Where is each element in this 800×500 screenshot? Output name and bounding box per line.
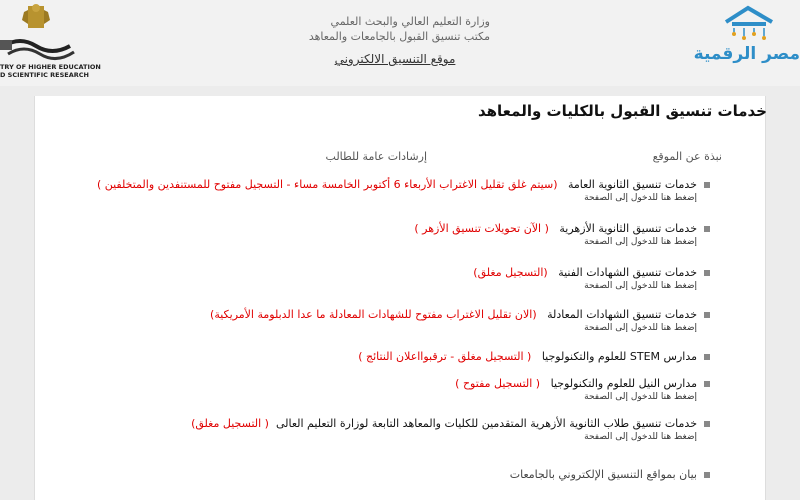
item-status: (سيتم غلق تقليل الاغتراب الأربعاء 6 أكتوبر الخامسة مساء - التسجيل مفتوح للمستنفدين والمتخلفين ) [96,178,558,191]
item-status: ( التسجيل مفتوح ) [455,377,541,390]
item-label: خدمات تنسيق طلاب الثانوية الأزهرية المتقدمين للكليات والمعاهد التابعة لوزارة التعليم العالى [275,417,697,430]
list-item[interactable] [50,308,710,350]
item-status: (الان تقليل الاغتراب مفتوح للشهادات المعادلة ما عدا الدبلومة الأمريكية) [210,308,537,321]
page-title: خدمات تنسيق القبول بالكليات والمعاهد [477,102,767,120]
digital-egypt-icon [712,2,800,46]
header [0,0,800,86]
enter-page-link[interactable]: إضغط هنا للدخول إلى الصفحة [584,432,697,442]
item-status: ( التسجيل مغلق - ترقبوااعلان النتائج ) [358,350,532,363]
item-label: خدمات تنسيق الثانوية الأزهرية [559,222,697,235]
enter-page-link[interactable]: إضغط هنا للدخول إلى الصفحة [584,323,697,333]
ministry-line1: وزارة التعليم العالي والبحث العلمي [330,15,490,28]
item-label: خدمات تنسيق الشهادات الفنية [558,266,697,279]
bullet-icon [704,381,710,387]
list-item[interactable] [50,350,710,377]
ministry-title [300,14,490,67]
bullet-icon [704,270,710,276]
bullet-icon [704,312,710,318]
digital-egypt-logo [693,2,800,82]
tab-about-site[interactable]: نبذة عن الموقع [652,150,722,163]
item-label: بيان بمواقع التنسيق الإلكتروني بالجامعات [509,468,697,481]
list-item[interactable] [50,266,710,308]
list-item-universities[interactable] [510,468,710,481]
enter-page-link[interactable]: إضغط هنا للدخول إلى الصفحة [584,237,697,247]
item-label: مدارس STEM للعلوم والتكنولوجيا [541,350,697,363]
bullet-icon [704,472,710,478]
item-label: خدمات تنسيق الشهادات المعادلة [547,308,697,321]
item-status: ( الآن تحويلات تنسيق الأزهر ) [414,222,549,235]
item-status: ( التسجيل مغلق) [191,417,269,430]
list-item[interactable] [50,222,710,266]
site-link[interactable]: موقع التنسيق الالكتروني [334,52,456,66]
services-list [50,178,710,459]
list-item[interactable] [50,178,710,222]
bullet-icon [704,421,710,427]
logo-en-line1: TRY OF HIGHER EDUCATION [0,63,101,71]
item-label: خدمات تنسيق الثانوية العامة [568,178,697,191]
logo-en-line2: D SCIENTIFIC RESEARCH [0,71,89,79]
ministry-logo [0,2,101,82]
enter-page-link[interactable]: إضغط هنا للدخول إلى الصفحة [584,392,697,402]
bullet-icon [704,354,710,360]
item-label: مدارس النيل للعلوم والتكنولوجيا [550,377,697,390]
tab-student-guidance[interactable]: إرشادات عامة للطالب [325,150,427,163]
list-item[interactable] [50,377,710,417]
bullet-icon [704,226,710,232]
digital-egypt-text: مصر الرقمية [693,44,800,64]
item-status: (التسجيل مغلق) [473,266,548,279]
ministry-line2: مكتب تنسيق القبول بالجامعات والمعاهد [308,30,490,43]
bullet-icon [704,182,710,188]
enter-page-link[interactable]: إضغط هنا للدخول إلى الصفحة [584,281,697,291]
services-panel [34,96,766,500]
eagle-seal-icon [0,2,90,62]
list-item[interactable] [50,417,710,459]
enter-page-link[interactable]: إضغط هنا للدخول إلى الصفحة [584,193,697,203]
